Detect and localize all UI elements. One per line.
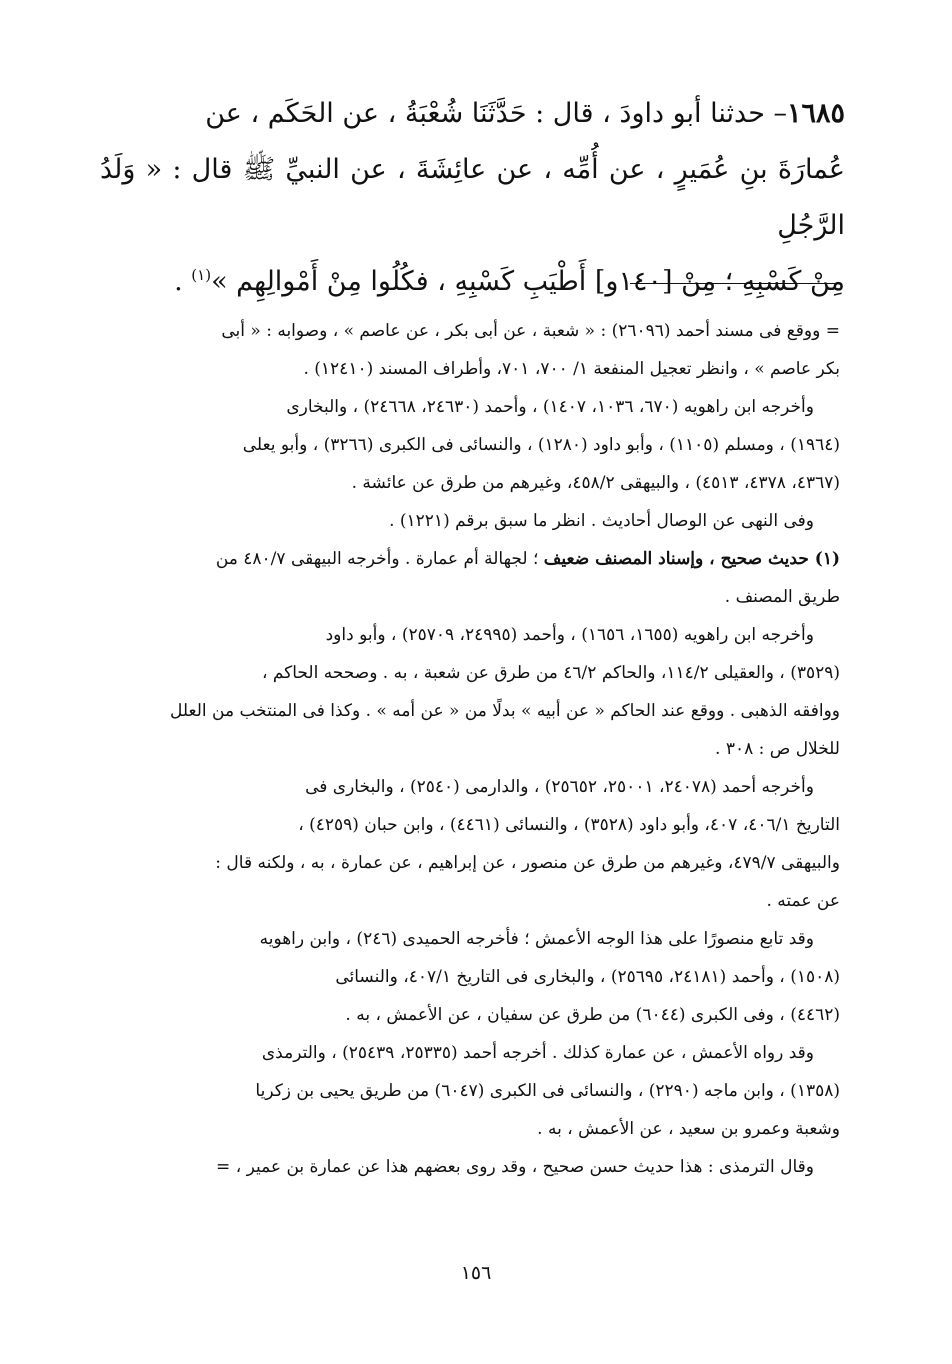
footnote-paragraph — [100, 768, 840, 920]
footnote-line: وفى النهى عن الوصال أحاديث . انظر ما سبق برقم (١٢٢١) . — [389, 511, 814, 531]
hadith-line: مِنْ كَسْبِهِ ؛ مِنْ [١٤٠و] أَطْيَبِ كَسْبِهِ ، فكُلُوا مِنْ أَمْوالِهِم » — [211, 266, 845, 297]
footnote-line: (١٣٥٨) ، وابن ماجه (٢٢٩٠) ، والنسائى فى الكبرى (٦٠٤٧) من طريق يحيى بن زكريا — [255, 1081, 840, 1101]
footnote-1-text: ؛ لجهالة أم عمارة . وأخرجه البيهقى ٤٨٠/٧ من — [215, 549, 544, 569]
footnote-line: (١٥٠٨) ، وأحمد (٢٤١٨١، ٢٥٦٩٥) ، والبخارى فى التاريخ ٤٠٧/١، والنسائى — [335, 967, 840, 987]
footnote-marker: (١) — [191, 266, 212, 284]
footnote-line: والبيهقى ٤٧٩/٧، وغيرهم من طرق عن منصور ، عن إبراهيم ، عن عمارة ، به ، ولكنه قال : — [215, 853, 840, 873]
footnote-line: وقال الترمذى : هذا حديث حسن صحيح ، وقد روى بعضهم هذا عن عمارة بن عمير ، = — [216, 1157, 814, 1177]
hadith-line: – حدثنا أبو داودَ ، قال : حَدَّثَنَا شُعْبَةُ ، عن الحَكَم ، عن — [205, 98, 787, 129]
footnote-paragraph — [100, 388, 840, 502]
footnote-line: (٤٣٦٧، ٤٣٧٨، ٤٥١٣) ، والبيهقى ٤٥٨/٢، وغيرهم من طرق عن عائشة . — [351, 473, 840, 493]
footnote-line: التاريخ ٤٠٦/١، ٤٠٧، وأبو داود (٣٥٢٨) ، والنسائى (٤٤٦١) ، وابن حبان (٤٢٥٩) ، — [298, 815, 840, 835]
footnote-line: ووافقه الذهبى . ووقع عند الحاكم « عن أبيه » بدلًا من « عن أمه » . وكذا فى المنتخب من العلل — [170, 701, 840, 721]
footnote-paragraph — [100, 502, 840, 540]
footnote-paragraph — [100, 312, 840, 388]
footnote-line: (٤٤٦٢) ، وفى الكبرى (٦٠٤٤) من طرق عن سفيان ، عن الأعمش ، به . — [345, 1005, 840, 1025]
footnote-paragraph — [100, 616, 840, 768]
footnote-1-verdict: (١) حديث صحيح ، وإسناد المصنف ضعيف — [543, 549, 840, 569]
footnote-separator — [630, 283, 840, 284]
footnote-line: وأخرجه ابن راهويه (٦٧٠، ١٠٣٦، ١٤٠٧) ، وأحمد (٢٤٦٣٠، ٢٤٦٦٨) ، والبخارى — [286, 397, 814, 417]
footnote-paragraph — [100, 1034, 840, 1148]
hadith-line: عُمارَةَ بنِ عُمَيرٍ ، عن أُمِّه ، عن عائِشَةَ ، عن النبيِّ ﷺ قال : « وَلَدُ الرَّجُلِ — [100, 154, 845, 241]
footnote-line: وشعبة وعمرو بن سعيد ، عن الأعمش ، به . — [537, 1119, 840, 1139]
footnote-line: وقد رواه الأعمش ، عن عمارة كذلك . أخرجه أحمد (٢٥٣٣٥، ٢٥٤٣٩) ، والترمذى — [261, 1043, 814, 1063]
footnote-line — [100, 540, 840, 578]
hadith-text — [100, 86, 845, 310]
footnote-line: وقد تابع منصورًا على هذا الوجه الأعمش ؛ فأخرجه الحميدى (٢٤٦) ، وابن راهويه — [259, 929, 814, 949]
page-number: ١٥٦ — [460, 1262, 492, 1284]
footnote-line: بكر عاصم » ، وانظر تعجيل المنفعة ١/ ٧٠٠، ٧٠١، وأطراف المسند (١٢٤١٠) . — [303, 359, 840, 379]
hadith-number: ١٦٨٥ — [786, 98, 845, 129]
footnote-line: وأخرجه أحمد (٢٤٠٧٨، ٢٥٠٠١، ٢٥٦٥٢) ، والدارمى (٢٥٤٠) ، والبخارى فى — [305, 777, 814, 797]
footnote-line: عن عمته . — [766, 891, 840, 911]
footnote-paragraph — [100, 920, 840, 1034]
footnote-paragraph — [100, 1148, 840, 1186]
hadith-end: . — [174, 266, 192, 297]
footnote-1 — [100, 540, 840, 616]
footnote-line: (٣٥٢٩) ، والعقيلى ١١٤/٢، والحاكم ٤٦/٢ من طرق عن شعبة ، به . وصححه الحاكم ، — [261, 663, 840, 683]
footnote-line: = ووقع فى مسند أحمد (٢٦٠٩٦) : « شعبة ، عن أبى بكر ، عن عاصم » ، وصوابه : « أبى — [221, 321, 840, 341]
footnote-line: (١٩٦٤) ، ومسلم (١١٠٥) ، وأبو داود (١٢٨٠) ، والنسائى فى الكبرى (٣٢٦٦) ، وأبو يعلى — [242, 435, 840, 455]
footnote-line: طريق المصنف . — [724, 587, 840, 607]
footnote-line: للخلال ص : ٣٠٨ . — [715, 739, 840, 759]
footnote-line: وأخرجه ابن راهويه (١٦٥٥، ١٦٥٦) ، وأحمد (٢٤٩٩٥، ٢٥٧٠٩) ، وأبو داود — [325, 625, 814, 645]
footnotes — [100, 312, 840, 1186]
